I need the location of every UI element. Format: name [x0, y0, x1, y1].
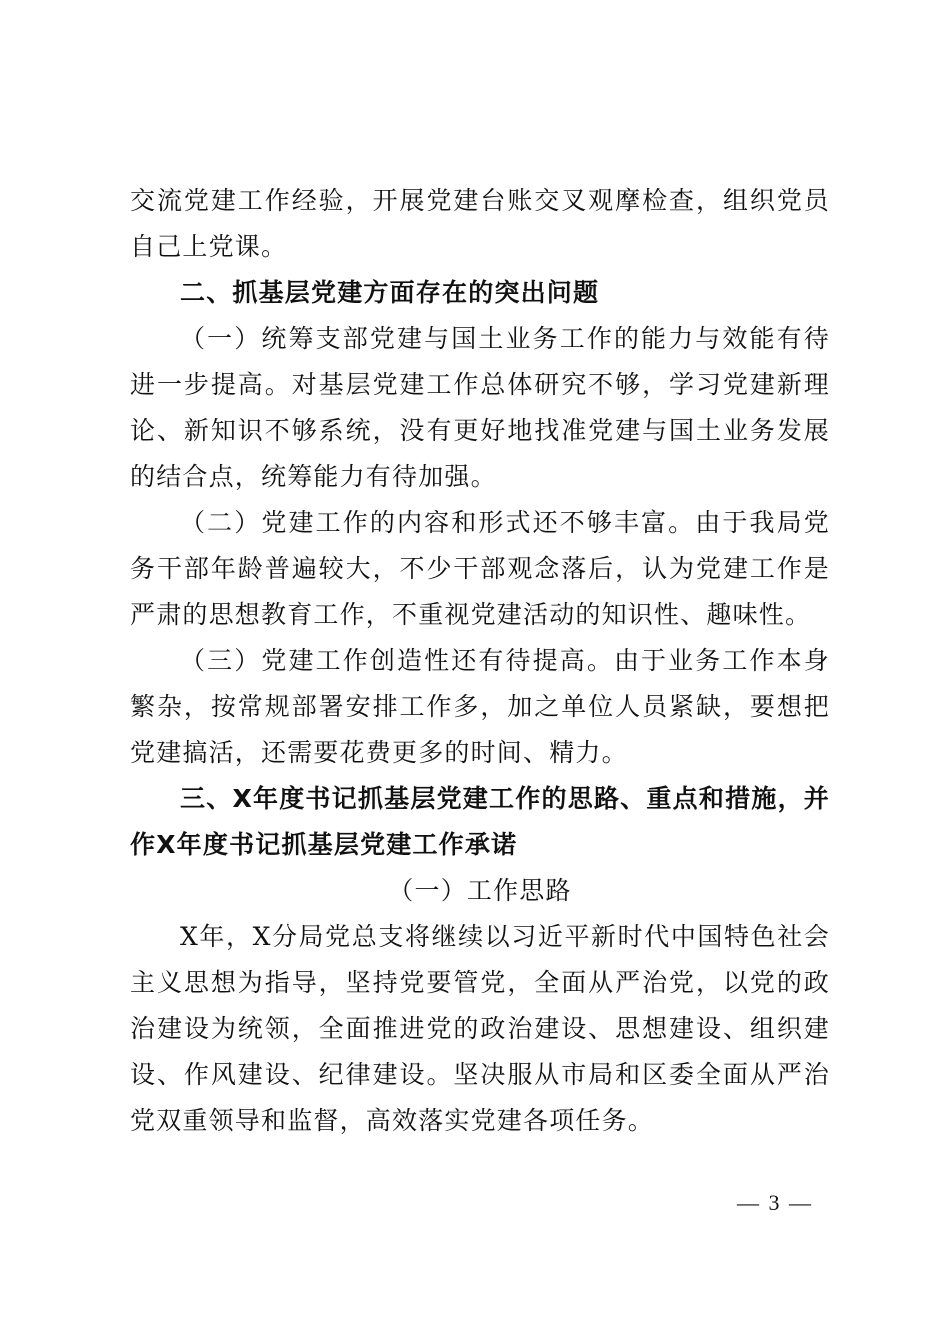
paragraph-issue-two: （二）党建工作的内容和形式还不够丰富。由于我局党务干部年龄普遍较大，不少干部观念落后，认为党建工作是严肃的思想教育工作，不重视党建活动的知识性、趣味性。 — [130, 508, 830, 629]
section-heading-three: 三、X年度书记抓基层党建工作的思路、重点和措施，并作X年度书记抓基层党建工作承诺 — [130, 784, 830, 859]
paragraph-work-approach: X年，X分局党总支将继续以习近平新时代中国特色社会主义思想为指导，坚持党要管党，全面从严治党，以党的政治建设为统领，全面推进党的政治建设、思想建设、组织建设、作风建设、纪律建设。坚决服从市局和区委全面从严治党双重领导和监督，高效落实党建各项任务。 — [130, 922, 830, 1135]
document-body — [130, 178, 830, 1144]
page-number: — 3 — — [737, 1190, 813, 1215]
sub-heading-work-approach: （一）工作思路 — [388, 876, 572, 905]
paragraph-continuation: 交流党建工作经验，开展党建台账交叉观摩检查，组织党员自己上党课。 — [130, 186, 830, 261]
paragraph-issue-three: （三）党建工作创造性还有待提高。由于业务工作本身繁杂，按常规部署安排工作多，加之单位人员紧缺，要想把党建搞活，还需要花费更多的时间、精力。 — [130, 646, 830, 767]
paragraph-issue-one: （一）统筹支部党建与国土业务工作的能力与效能有待进一步提高。对基层党建工作总体研究不够，学习党建新理论、新知识不够系统，没有更好地找准党建与国土业务发展的结合点，统筹能力有待加强。 — [130, 324, 830, 491]
section-heading-two: 二、抓基层党建方面存在的突出问题 — [180, 278, 600, 307]
